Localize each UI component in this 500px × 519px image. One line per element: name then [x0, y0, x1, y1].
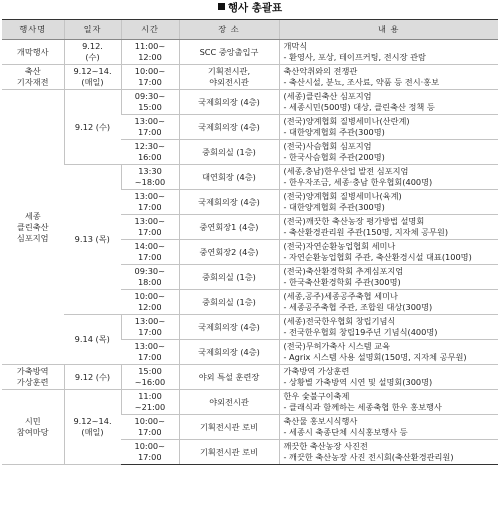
header-event: 행사명 — [2, 20, 64, 40]
event-content: 한우 숯불구이축제 - 클래식과 함께하는 세종축협 한우 홍보행사 — [279, 390, 498, 415]
event-time: 13:00~ 17:00 — [121, 215, 179, 240]
event-place: 중회의실 (1층) — [179, 265, 279, 290]
page-title — [0, 0, 500, 17]
header-date: 일자 — [64, 20, 121, 40]
event-place: 국제회의장 (4층) — [179, 340, 279, 365]
event-name: 시민 참여마당 — [2, 390, 64, 465]
event-date: 9.12~14. (매일) — [64, 65, 121, 90]
event-place: SCC 중앙출입구 — [179, 40, 279, 65]
table-row — [2, 90, 498, 115]
event-content: (전국)깨끗한 축산농장 평가방법 설명회 - 축산환경관리원 주관(150명, 지자체 공무원) — [279, 215, 498, 240]
event-content: (세종)전국한우협회 창립기념식 - 전국한우협회 창립19주년 기념식(400명) — [279, 315, 498, 340]
event-content: (세종,충남)한우산업 발전 심포지엄 - 한우자조금, 세종·충남 한우협회(400명) — [279, 165, 498, 190]
event-content: (전국)양계협회 질병세미나(산란계) - 대한양계협회 주관(300명) — [279, 115, 498, 140]
event-content: (전국)사슴협회 심포지엄 - 한국사슴협회 주관(200명) — [279, 140, 498, 165]
table-row — [2, 165, 498, 190]
square-bullet-icon — [218, 3, 225, 10]
table-row — [2, 40, 498, 65]
schedule-table — [2, 19, 498, 465]
event-place: 중회의실 (1층) — [179, 290, 279, 315]
event-name: 세종 클린축산 심포지엄 — [2, 90, 64, 365]
event-time: 14:00~ 17:00 — [121, 240, 179, 265]
event-place: 중회의실 (1층) — [179, 140, 279, 165]
event-date: 9.13 (목) — [64, 165, 121, 315]
event-content: (전국)자연순환농업협회 세미나 - 자연순환농업협회 주관, 축산환경시설 대표(100명) — [279, 240, 498, 265]
event-time: 09:30~ 15:00 — [121, 90, 179, 115]
header-place: 장 소 — [179, 20, 279, 40]
event-time: 13:00~ 17:00 — [121, 315, 179, 340]
event-time: 10:00~ 17:00 — [121, 415, 179, 440]
event-content: 깨끗한 축산농장 사진전 - 깨끗한 축산농장 사진 전시회(축산환경관리원) — [279, 440, 498, 465]
event-time: 10:00~ 12:00 — [121, 290, 179, 315]
event-content: (전국)축산환경학회 추계심포지엄 - 한국축산환경학회 주관(300명) — [279, 265, 498, 290]
event-time: 12:30~ 16:00 — [121, 140, 179, 165]
event-place: 야외전시관 — [179, 390, 279, 415]
event-content: (세종,공주)세종공주축협 세미나 - 세종공주축협 주관, 조합원 대상(300명) — [279, 290, 498, 315]
page-title-text: 행사 총괄표 — [227, 2, 283, 14]
event-place: 중연회장2 (4층) — [179, 240, 279, 265]
event-name: 가축방역 가상훈련 — [2, 365, 64, 390]
event-place: 기획전시관 로비 — [179, 415, 279, 440]
table-row — [2, 390, 498, 415]
event-content: 가축방역 가상훈련 - 상황별 가축방역 시연 및 설명회(300명) — [279, 365, 498, 390]
event-time: 13:00~ 17:00 — [121, 340, 179, 365]
event-time: 11:00~ 12:00 — [121, 40, 179, 65]
event-time: 11:00 ~21:00 — [121, 390, 179, 415]
event-time: 10:00~ 17:00 — [121, 440, 179, 465]
event-place: 야외 특설 훈련장 — [179, 365, 279, 390]
event-date: 9.12 (수) — [64, 90, 121, 165]
event-content: 축산물 홍보시식행사 - 세종시 축종단체 시식홍보행사 등 — [279, 415, 498, 440]
event-place: 대연회장 (4층) — [179, 165, 279, 190]
header-content: 내 용 — [279, 20, 498, 40]
event-time: 10:00~ 17:00 — [121, 65, 179, 90]
event-time: 13:00~ 17:00 — [121, 190, 179, 215]
event-place: 국제회의장 (4층) — [179, 315, 279, 340]
event-time: 09:30~ 18:00 — [121, 265, 179, 290]
event-content: (세종)클린축산 심포지엄 - 세종시민(500명) 대상, 클린축산 정책 등 — [279, 90, 498, 115]
event-place: 국제회의장 (4층) — [179, 115, 279, 140]
event-content: (전국)무허가축사 시스템 교육 - Agrix 시스템 사용 설명회(150명, 지자체 공무원) — [279, 340, 498, 365]
event-place: 국제회의장 (4층) — [179, 190, 279, 215]
event-content: 개막식 - 환영사, 포상, 테이프커팅, 전시장 관람 — [279, 40, 498, 65]
table-row — [2, 315, 498, 340]
event-date: 9.12~14. (매일) — [64, 390, 121, 465]
event-content: (전국)양계협회 질병세미나(육계) - 대한양계협회 주관(300명) — [279, 190, 498, 215]
event-place: 중연회장1 (4층) — [179, 215, 279, 240]
event-time: 13:30 ~18:00 — [121, 165, 179, 190]
table-row — [2, 65, 498, 90]
event-place: 기획전시관 로비 — [179, 440, 279, 465]
event-time: 13:00~ 17:00 — [121, 115, 179, 140]
header-row — [2, 20, 498, 40]
event-name: 개막행사 — [2, 40, 64, 65]
event-date: 9.12. (수) — [64, 40, 121, 65]
event-content: 축산악취와의 전쟁관 - 축산시설, 분뇨, 조사료, 약품 등 전시·홍보 — [279, 65, 498, 90]
event-date: 9.14 (목) — [64, 315, 121, 365]
event-date: 9.12 (수) — [64, 365, 121, 390]
event-place: 기획전시관, 야외전시관 — [179, 65, 279, 90]
header-time: 시간 — [121, 20, 179, 40]
event-time: 15:00 ~16:00 — [121, 365, 179, 390]
event-place: 국제회의장 (4층) — [179, 90, 279, 115]
table-row — [2, 365, 498, 390]
event-name: 축산 기자재전 — [2, 65, 64, 90]
